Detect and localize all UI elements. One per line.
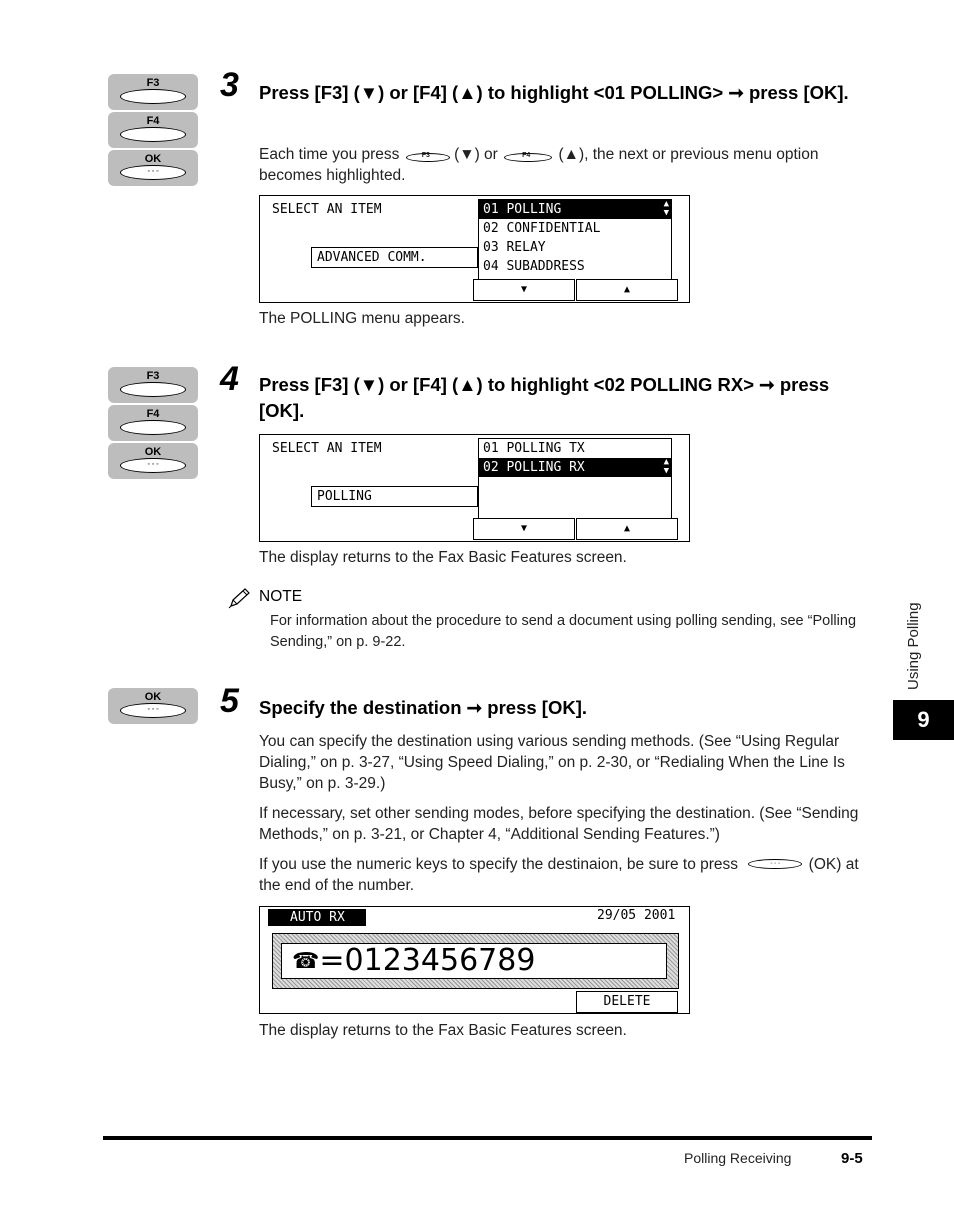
footer-rule — [103, 1136, 872, 1140]
step5-caption: The display returns to the Fax Basic Features screen. — [259, 1022, 627, 1039]
number-entry-frame — [272, 933, 679, 989]
note-label: NOTE — [259, 588, 303, 605]
step3-heading: Press [F3] (▼) or [F4] (▲) to highlight <01 POLLING> ➞ press [OK]. — [259, 82, 849, 103]
menu-item-polling[interactable]: 01 POLLING ▲ ▼ — [479, 200, 671, 219]
step3-keys — [108, 74, 198, 188]
menu-list — [478, 438, 672, 521]
f3-inline-key-icon: F3 — [404, 147, 450, 161]
step5-keys — [108, 688, 198, 726]
up-button[interactable]: ▲ — [576, 279, 678, 301]
scroll-arrows-icon: ▲ ▼ — [663, 199, 669, 218]
auto-rx-indicator: AUTO RX — [268, 909, 366, 926]
ok-key[interactable]: OK ◦ ◦ ◦ — [108, 443, 198, 479]
menu-item-polling-rx[interactable]: 02 POLLING RX ▲ ▼ — [479, 458, 671, 477]
step5-para2: If necessary, set other sending modes, before specifying the destination. (See “Sending Methods,” on p. 3-21, or Chapter 4, “Additional Sending Features.”) — [259, 805, 859, 843]
screen-title: SELECT AN ITEM — [272, 202, 382, 217]
menu-item-relay[interactable]: 03 RELAY — [483, 240, 546, 255]
selected-category: ADVANCED COMM. — [311, 247, 478, 268]
note-text: For information about the procedure to send a document using polling sending, see “Polling Sending,” on p. 9-22. — [270, 613, 857, 650]
down-button[interactable]: ▼ — [473, 279, 575, 301]
step5-para1: You can specify the destination using various sending methods. (See “Using Regular Dialing,” on p. 3-27, “Using Speed Dialing,” on p. 2-30, or “Redialing When the Line Is Busy,” on p. 3-29.) — [259, 733, 845, 792]
section-side-label: Using Polling — [905, 602, 922, 690]
f4-inline-key-icon: F4 — [502, 147, 554, 161]
up-button[interactable]: ▲ — [576, 518, 678, 540]
f3-key[interactable]: F3 — [108, 74, 198, 110]
menu-item-subaddress[interactable]: 04 SUBADDRESS — [483, 259, 585, 274]
menu-list — [478, 199, 672, 282]
number-entry-field[interactable] — [281, 943, 667, 979]
step-number-5: 5 — [220, 682, 239, 720]
f4-key[interactable]: F4 — [108, 405, 198, 441]
step4-heading: Press [F3] (▼) or [F4] (▲) to highlight <02 POLLING RX> ➞ press [OK]. — [259, 374, 830, 421]
delete-button[interactable]: DELETE — [576, 991, 678, 1013]
chapter-tab: 9 — [893, 700, 954, 740]
step3-description: Each time you press F3 (▼) or F4 (▲), the next or previous menu option becomes highlighted. — [259, 146, 819, 184]
ok-key[interactable]: OK ◦ ◦ ◦ — [108, 688, 198, 724]
footer-title: Polling Receiving — [684, 1150, 792, 1166]
ok-inline-key-icon: ◦ ◦ ◦ — [746, 858, 804, 870]
date-display: 29/05 2001 — [597, 908, 676, 923]
polling-menu-screen — [259, 195, 690, 303]
step4-caption: The display returns to the Fax Basic Features screen. — [259, 549, 627, 566]
step-number-4: 4 — [220, 360, 239, 398]
step4-keys — [108, 367, 198, 481]
step5-heading: Specify the destination ➞ press [OK]. — [259, 697, 588, 718]
menu-item-confidential[interactable]: 02 CONFIDENTIAL — [483, 221, 601, 236]
fax-basic-features-screen — [259, 906, 690, 1014]
polling-submenu-screen — [259, 434, 690, 542]
screen-title: SELECT AN ITEM — [272, 441, 382, 456]
menu-item-polling-tx[interactable]: 01 POLLING TX — [483, 441, 585, 456]
selected-category: POLLING — [311, 486, 478, 507]
pencil-note-icon — [228, 587, 252, 609]
f3-key[interactable]: F3 — [108, 367, 198, 403]
f4-key[interactable]: F4 — [108, 112, 198, 148]
scroll-arrows-icon: ▲ ▼ — [663, 457, 669, 476]
step-number-3: 3 — [220, 66, 239, 104]
page-number: 9-5 — [841, 1150, 863, 1167]
step3-caption: The POLLING menu appears. — [259, 310, 465, 327]
down-button[interactable]: ▼ — [473, 518, 575, 540]
step5-para3: If you use the numeric keys to specify the destinaion, be sure to press ◦ ◦ ◦ (OK) at the end of the number. — [259, 856, 859, 894]
ok-key[interactable]: OK ◦ ◦ ◦ — [108, 150, 198, 186]
telephone-icon: ☎ — [292, 949, 320, 974]
destination-number: =0123456789 — [319, 943, 536, 978]
